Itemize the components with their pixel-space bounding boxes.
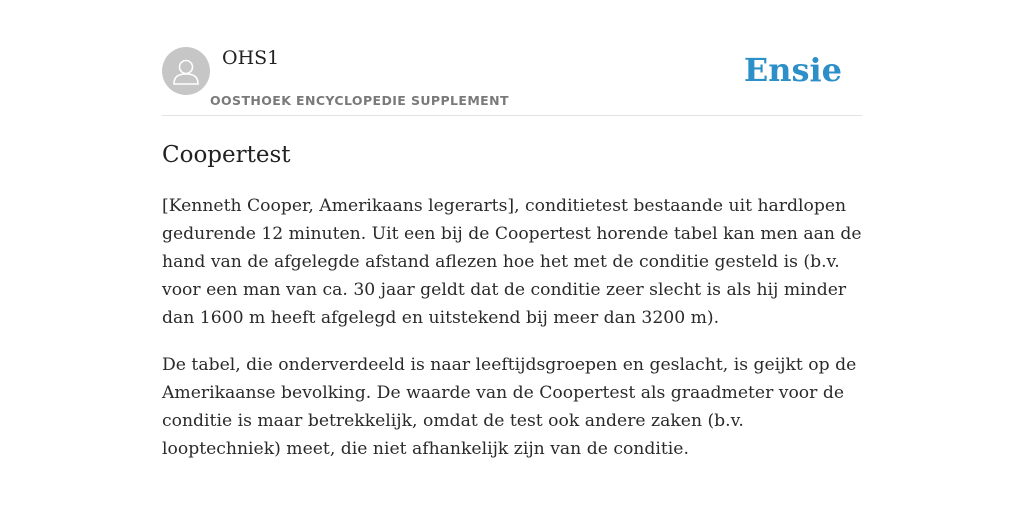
source-label[interactable]: OOSTHOEK ENCYCLOPEDIE SUPPLEMENT bbox=[210, 93, 509, 108]
author-name[interactable]: OHS1 bbox=[222, 47, 280, 69]
site-logo[interactable]: Ensie bbox=[743, 51, 842, 89]
article-body bbox=[162, 192, 862, 482]
article-header bbox=[162, 0, 862, 116]
article-paragraph: De tabel, die onderverdeeld is naar leeftijdsgroepen en geslacht, is geijkt op de Amerikaanse bevolking. De waarde van de Coopertest als graadmeter voor de conditie is maar betrekkelijk, omdat de test ook andere zaken (b.v. looptechniek) meet, die niet afhankelijk zijn van de conditie. bbox=[162, 355, 857, 459]
article-title: Coopertest bbox=[162, 142, 291, 168]
article-paragraph: [Kenneth Cooper, Amerikaans legerarts], conditietest bestaande uit hardlopen gedurende 12 minuten. Uit een bij de Coopertest horende tabel kan men aan de hand van de afgelegde afstand aflezen hoe het met de conditie gesteld is (b.v. voor een man van ca. 30 jaar geldt dat de conditie zeer slecht is als hij minder dan 1600 m heeft afgelegd en uitstekend bij meer dan 3200 m). bbox=[162, 196, 862, 328]
user-icon bbox=[162, 47, 210, 95]
article-container bbox=[162, 0, 862, 459]
author-avatar[interactable] bbox=[162, 47, 210, 95]
